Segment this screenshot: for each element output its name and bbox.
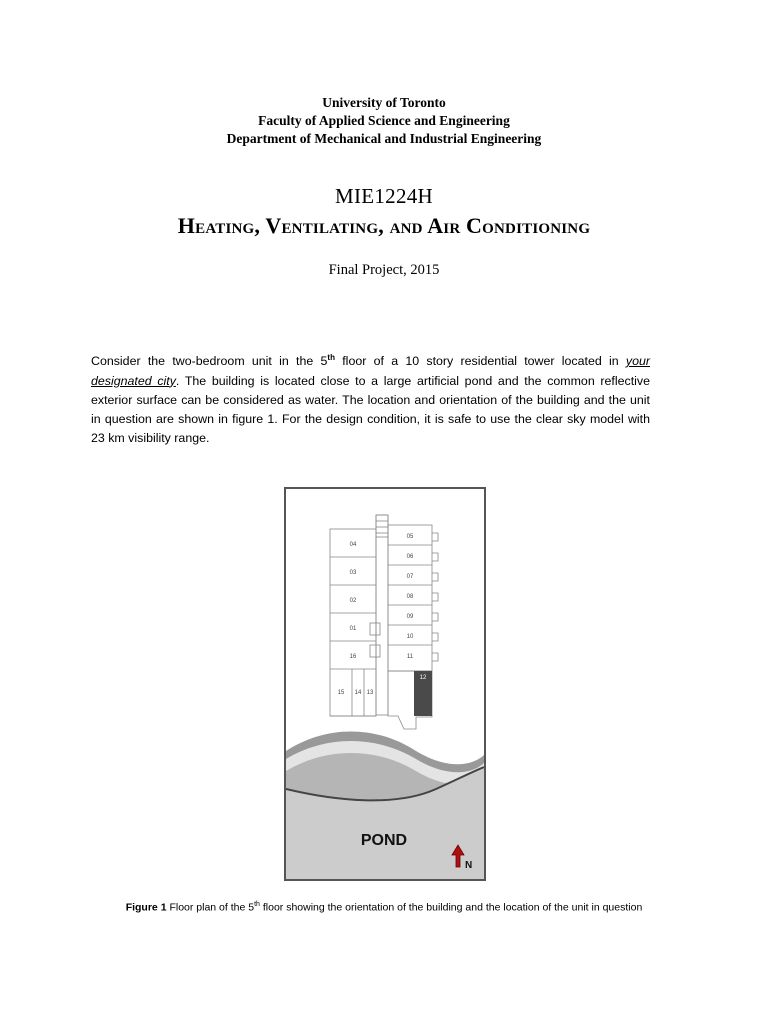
floor-plan-figure (284, 487, 486, 881)
figure-caption (0, 901, 768, 914)
unit-label: 15 (337, 690, 345, 696)
unit-label: 04 (349, 542, 357, 548)
unit-label: 10 (406, 634, 414, 640)
unit-label: 14 (354, 690, 362, 696)
unit-label: 01 (349, 626, 357, 632)
statement-text-1: Consider the two-bedroom unit in the 5 (91, 354, 328, 369)
problem-statement (91, 352, 650, 448)
corridor (376, 515, 388, 715)
faculty-name: Faculty of Applied Science and Engineering (258, 113, 510, 128)
university-name: University of Toronto (322, 95, 446, 110)
statement-text-3: . The building is located close to a large artificial pond and the common reflective exterior surface can be considered as water. The location and orientation of the building and the unit in question are shown in figure 1. For the design condition, it is safe to use the clear sky model with 23 km visibility range. (91, 373, 650, 446)
department-name: Department of Mechanical and Industrial Engineering (226, 131, 542, 146)
unit-label: 11 (406, 654, 414, 660)
unit-label: 13 (366, 690, 374, 696)
course-title: Heating, Ventilating, and Air Conditioning (177, 213, 591, 238)
statement-superscript: th (327, 353, 335, 363)
document-header (0, 94, 768, 148)
highlighted-unit-label: 12 (419, 675, 427, 681)
pond-label: POND (360, 832, 408, 849)
statement-text-2: floor of a 10 story residential tower located in (334, 354, 626, 369)
unit-label: 07 (406, 574, 414, 580)
figure-caption-label: Figure 1 (125, 901, 167, 914)
north-label: N (465, 860, 473, 871)
floor-plan-drawing (286, 489, 484, 879)
figure-caption-superscript: th (254, 901, 260, 908)
unit-label: 09 (406, 614, 414, 620)
designated-city-emphasis: your designated city (91, 354, 651, 388)
unit-label: 05 (406, 534, 414, 540)
project-subtitle: Final Project, 2015 (328, 262, 440, 278)
unit-label: 06 (406, 554, 414, 560)
unit-label: 02 (349, 598, 357, 604)
figure-caption-text-2: floor showing the orientation of the building and the location of the unit in question (259, 901, 643, 914)
unit-label: 08 (406, 594, 414, 600)
unit-label: 03 (349, 570, 357, 576)
figure-caption-text-1: Floor plan of the 5 (166, 901, 255, 914)
unit-label: 16 (349, 654, 357, 660)
course-code: MIE1224H (334, 184, 434, 208)
unit-labels (338, 534, 427, 696)
